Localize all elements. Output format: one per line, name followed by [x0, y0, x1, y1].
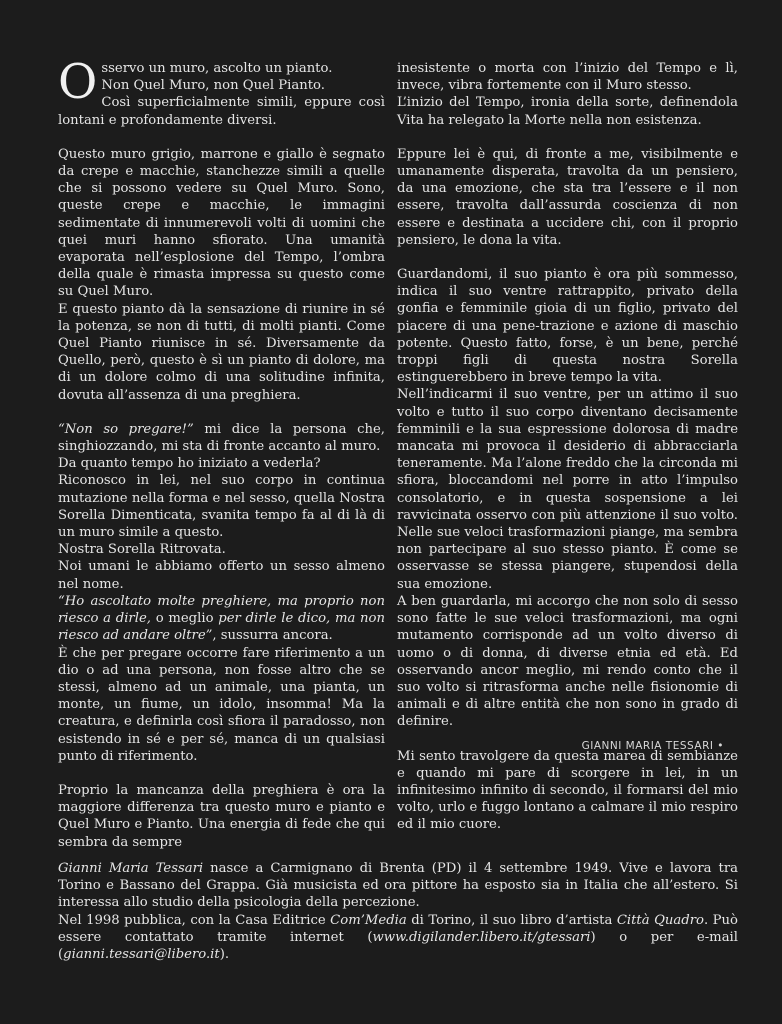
- author-signature: GIANNI MARIA TESSARI •: [581, 740, 724, 752]
- paragraph: [397, 593, 738, 731]
- italic-span: per dirle le dico, ma non riesco ad andare oltre”: [58, 611, 385, 644]
- paragraph: [58, 146, 385, 301]
- text-span: Così superficialmente simili, eppure così lontani e profondamente diversi.: [58, 95, 385, 128]
- paragraph: [397, 266, 738, 386]
- italic-span: Gianni Maria Tessari: [58, 861, 204, 876]
- italic-span: gianni.tessari@libero.it: [63, 947, 220, 963]
- text-span: Proprio la mancanza della preghiera è ora la maggiore differenza tra questo muro e pianto e Quel Muro e Pianto. Una energia di fede che qui sembra da sempre: [58, 782, 385, 850]
- paragraph: [58, 782, 385, 851]
- paragraph: [58, 472, 385, 541]
- text-span: Nostra Sorella Ritrovata.: [58, 542, 226, 558]
- text-span: Non Quel Muro, non Quel Pianto.: [101, 78, 325, 94]
- left-column: [58, 54, 386, 851]
- paragraph: [58, 301, 385, 404]
- text-span: Mi sento travolgere da questa marea di sembianze e quando mi pare di scorgere in lei, in un infinitesimo infinito di secondo, il formarsi del mio volto, urlo e fuggo lontano a calmare il mio respiro ed il mio cuore.: [397, 748, 738, 833]
- text-span: nasce a Carmignano di Brenta (PD) il 4 settembre 1949. Vive e lavora tra Torino e Bassano del Grappa. Già musicista ed ora pittore ha esposto sia in Italia che all’estero. Si interessa allo studio della psicologia della percezione.: [58, 861, 739, 911]
- text-span: A ben guardarla, mi accorgo che non solo di sesso sono fatte le sue veloci trasformazioni, ma ogni mutamento corrisponde ad un volto diverso di uomo o di donna, di diverse etnia ed età. Ed osservando ancor meglio, mi rendo conto che il suo volto si ritrasforma anche nelle fisionomie di animali e di altre entità che non sono in grado di definire.: [397, 593, 738, 730]
- paragraph-gap: [58, 404, 385, 421]
- italic-span: “Non so pregare!”: [58, 421, 194, 437]
- paragraph: [58, 77, 385, 94]
- paragraph-gap: [397, 129, 738, 146]
- text-span: ).: [219, 947, 230, 963]
- paragraph: [397, 386, 738, 592]
- text-span: Nel 1998 pubblica, con la Casa Editrice: [58, 912, 331, 928]
- author-bio: [58, 860, 738, 963]
- paragraph-gap: [397, 249, 738, 266]
- paragraph: [58, 593, 385, 645]
- text-span: Guardandomi, il suo pianto è ora più sommesso, indica il suo ventre rattrappito, privato della gonfia e femminile gioia di un figlio, privato del piacere di una pene-trazione e azione di maschio potente. Questo fatto, forse, è un bene, perché troppi figli di questa nostra Sorella estinguerebbero in breve tempo la vita.: [397, 267, 738, 386]
- right-column: [397, 60, 738, 834]
- text-span: ) o per e-mail (: [58, 929, 738, 963]
- paragraph: [58, 94, 385, 128]
- text-span: Questo muro grigio, marrone e giallo è segnato da crepe e macchie, stanchezze simili a quelle che si possono vedere su Quel Muro. Sono, queste crepe e macchie, le immagini sedimentate di innumerevoli volti di uomini che quei muri hanno sfiorato. Una umanità evaporata nell’esplosione del Tempo, l’ombra della quale è rimasta impressa su questo come su Quel Muro.: [58, 146, 385, 300]
- text-span: È che per pregare occorre fare riferimento a un dio o ad una persona, non fosse altro che se stessi, almeno ad un animale, una pianta, un monte, un fiume, un idolo, insomma! Ma la creatura, e definirla così sfiora il paradosso, non esistendo in sé e per sé, manca di un qualsiasi punto di riferimento.: [58, 645, 385, 764]
- paragraph: [397, 146, 738, 249]
- paragraph: [58, 912, 738, 964]
- text-span: L’inizio del Tempo, ironia della sorte, definendola Vita ha relegato la Morte nella non esistenza.: [397, 95, 738, 128]
- text-span: inesistente o morta con l’inizio del Tempo e lì, invece, vibra fortemente con il Muro stesso.: [397, 61, 738, 94]
- text-span: E questo pianto dà la sensazione di riunire in sé la potenza, se non di tutti, di molti pianti. Come Quel Pianto riunisce in sé. Diversamente da Quello, però, questo è sì un pianto di dolore, ma di un dolore colmo di una solitudine infinita, dovuta all’assenza di una preghiera.: [58, 301, 385, 403]
- text-span: di Torino, il suo libro d’artista: [406, 912, 617, 928]
- paragraph: [58, 645, 385, 765]
- paragraph: [397, 748, 738, 834]
- text-span: . Può essere contattato tramite internet (: [58, 912, 738, 945]
- text-span: Da quanto tempo ho iniziato a vederla?: [58, 456, 321, 472]
- paragraph: [397, 94, 738, 128]
- paragraph: [58, 60, 385, 77]
- paragraph: [58, 558, 385, 592]
- text-span: Nell’indicarmi il suo ventre, per un attimo il suo volto e tutto il suo corpo diventano decisamente femminili e la sua espressione dolorosa di madre mancata mi provoca il desiderio di abbracciarla teneramente. Ma l’alone freddo che la circonda mi sfiora, bloccandomi nel porre in atto l’impulso consolatorio, e in questa sospensione a lei ravvicinata osservo con più attenzione il suo volto. Nelle sue veloci trasformazioni piange, ma sembra non partecipare al suo stesso pianto. È come se osservasse se stessa piangere, stupendosi della sua emozione.: [397, 387, 738, 592]
- paragraph-gap: [58, 765, 385, 782]
- text-span: Noi umani le abbiamo offerto un sesso almeno nel nome.: [58, 559, 385, 592]
- text-span: Riconosco in lei, nel suo corpo in continua mutazione nella forma e nel sesso, quella Nostra Sorella Dimenticata, svanita tempo fa al di là di un muro simile a questo.: [58, 473, 385, 541]
- text-span: Eppure lei è qui, di fronte a me, visibilmente e umanamente disperata, travolta da un pensiero, da una emozione, che sta tra l’essere e il non essere, travolta dall’assurda coscienza di non essere e destinata a uccidere chi, con il proprio pensiero, le dona la vita.: [397, 146, 738, 248]
- italic-span: Città Quadro: [616, 912, 704, 928]
- text-span: , sussurra ancora.: [212, 628, 333, 644]
- paragraph: [58, 860, 738, 912]
- italic-span: “Ho ascoltato molte preghiere, ma proprio non riesco a dirle,: [58, 593, 385, 627]
- paragraph: [397, 60, 738, 94]
- paragraph-gap: [58, 129, 385, 146]
- text-span: sservo un muro, ascolto un pianto.: [101, 61, 333, 76]
- text-span: o meglio: [150, 611, 219, 627]
- paragraph: [58, 455, 385, 472]
- text-span: mi dice la persona che, singhiozzando, mi sta di fronte accanto al muro.: [58, 421, 386, 455]
- drop-cap: O: [58, 54, 98, 110]
- paragraph: [58, 421, 385, 455]
- paragraph: [58, 541, 385, 558]
- italic-span: www.digilander.libero.it/gtessari: [372, 929, 591, 945]
- italic-span: Com’Media: [330, 912, 407, 928]
